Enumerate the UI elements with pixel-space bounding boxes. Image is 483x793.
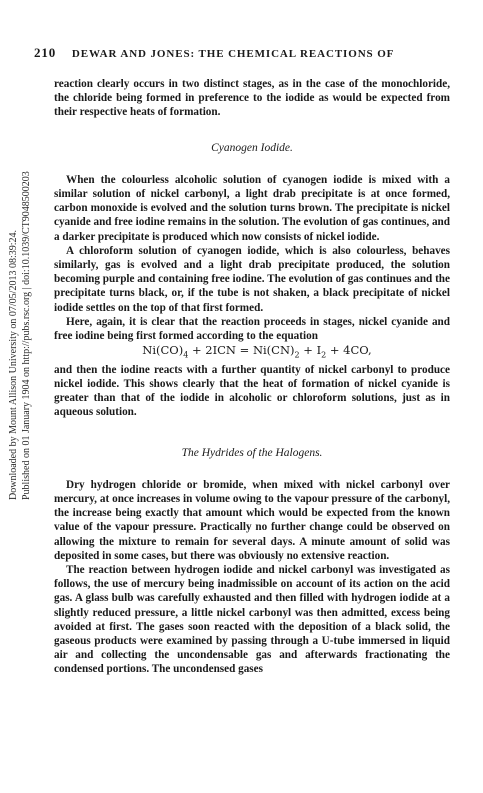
paragraph-cyanogen-1: When the colourless alcoholic solution of cyanogen iodide is mixed with a similar solution of nickel carbonyl, a light drab precipitate is at once formed, carbon monoxide is evolved and the solution turns brown. The precipitate is nickel cyanide and free iodine remains in the solution. The evolution of gas continues, and a darker precipitate is produced which now consists of nickel iodide. [54,173,450,243]
paragraph-cyanogen-3: Here, again, it is clear that the reaction proceeds in stages, nickel cyanide and free iodine being first formed according to the equation [54,315,450,343]
eq-part: + I [299,343,322,358]
publication-notice[interactable]: Published on 01 January 1904 on http://pubs.rsc.org | doi:10.1039/CT9048500203 [21,171,32,500]
eq-sub: 2 [294,350,300,360]
eq-sub: 2 [321,350,327,360]
article-body [54,77,450,677]
eq-sub: 4 [183,350,189,360]
running-title: DEWAR AND JONES: THE CHEMICAL REACTIONS OF [71,48,395,60]
paragraph-hydrides-1: Dry hydrogen chloride or bromide, when mixed with nickel carbonyl over mercury, at once increases in volume owing to the vapour pressure of the carbonyl, the increase being exactly that amount which would be expected from the known value of the vapour pressure. Practically no further change could be observed on allowing the mixture to remain for several days. A minute amount of solid was deposited in some cases, but there was obviously no extensive reaction. [54,478,450,562]
paragraph-hydrides-2: The reaction between hydrogen iodide and nickel carbonyl was investigated as follows, the use of mercury being inadmissible on account of its action on the acid gas. A glass bulb was carefully exhausted and then filled with hydrogen iodide at a slightly reduced pressure, a little nickel carbonyl was then admitted, excess being avoided at first. The gases soon reacted with the deposition of a black solid, the gaseous products were examined by passing through a U-tube immersed in liquid air and collecting the uncondensable gas and afterwards fractionating the condensed portions. The uncondensed gases [54,563,450,676]
eq-part: + 2ICN = Ni(CN) [188,343,295,358]
chemical-equation [54,343,450,363]
section-heading-cyanogen-iodide: Cyanogen Iodide. [211,141,293,154]
eq-part: + 4CO, [326,343,372,358]
paragraph-intro: reaction clearly occurs in two distinct stages, as in the case of the monochloride, the chloride being formed in preference to the iodide as would be expected from their respective heats of formation. [54,78,450,119]
download-notice: Downloaded by Mount Allison University on 07/05/2013 08:39:24. [8,230,19,500]
paragraph-cyanogen-4: and then the iodine reacts with a further quantity of nickel carbonyl to produce nickel iodide. This shows clearly that the heat of formation of nickel cyanide is greater than that of the iodide in alcoholic or chloroform solutions, just as in aqueous solution. [54,363,450,419]
eq-part: Ni(CO) [142,343,184,358]
page-number: 210 [34,45,57,60]
section-heading-hydrides: The Hydrides of the Halogens. [181,446,323,459]
running-header [34,45,454,61]
paragraph-cyanogen-2: A chloroform solution of cyanogen iodide, which is also colourless, behaves similarly, gas is evolved and a light drab precipitate produced, the solution becoming purple and containing free iodine. The evolution of gas continues and the precipitate turns black, or, if the tube is not shaken, a black precipitate of nickel iodide settles on the top of that first formed. [54,244,450,314]
